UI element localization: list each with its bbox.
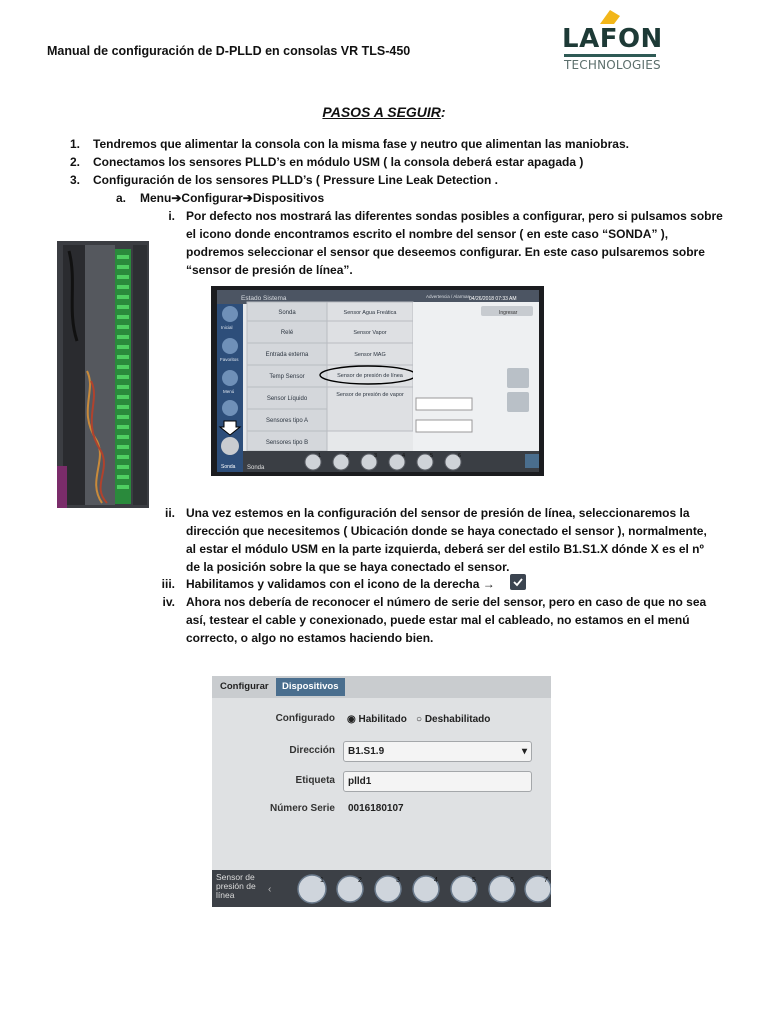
sidebar-bottom-label: Sonda — [221, 464, 236, 470]
instruction-text: Habilitamos y validamos con el icono de la derecha — [186, 577, 480, 591]
substep-numeral: ii. — [164, 506, 175, 520]
star-icon[interactable] — [222, 338, 238, 354]
substep-numeral: i. — [168, 209, 175, 223]
logo-subtitle: TECHNOLOGIES — [564, 58, 661, 72]
radio-deshabilitado-label: Deshabilitado — [424, 714, 491, 725]
probe-number: 2 — [358, 877, 362, 884]
probe-number: 3 — [374, 453, 378, 459]
direccion-select[interactable] — [343, 741, 532, 762]
instruction-line: al estar el módulo USM en la parte izquierda, deberá ser del estilo B1.S1.X dónde X es el nº — [186, 542, 704, 556]
instruction-line: correcto, o algo no estamos haciendo bien. — [186, 631, 434, 645]
etiqueta-label: Etiqueta — [295, 775, 335, 786]
probe-icons-row — [260, 870, 551, 907]
instruction-line: “sensor de presión de línea”. — [186, 263, 353, 277]
instruction-line: así, testear el cable y conexionado, puede estar mal el cableado, no estamos en el menú — [186, 613, 690, 627]
device-option[interactable]: Sonda — [278, 310, 296, 316]
radio-habilitado-label: Habilitado — [358, 714, 407, 725]
device-option[interactable]: Sensor Líquido — [266, 396, 308, 402]
probe-number: 4 — [434, 877, 438, 884]
device-option[interactable]: Relé — [280, 330, 294, 336]
probe-number: 7 — [544, 877, 548, 884]
sensor-option-selected[interactable]: Sensor de presión de línea — [337, 373, 403, 379]
device-option[interactable]: Temp Sensor — [269, 374, 305, 380]
logo-divider — [564, 54, 656, 57]
sidebar-label: Favoritos — [220, 357, 239, 362]
probe-number: 5 — [430, 453, 434, 459]
menu-path — [140, 189, 324, 207]
probe-number: 6 — [510, 877, 514, 884]
instruction-line: Por defecto nos mostrará las diferentes sondas posibles a configurar, pero si pulsamos sobre — [186, 209, 723, 223]
chevron-left-icon[interactable]: ‹ — [268, 884, 272, 895]
probe-number: 5 — [472, 877, 476, 884]
instruction-line — [186, 575, 495, 593]
step-number: 1. — [69, 137, 80, 151]
instruction-line: el icono donde encontramos escrito el nombre del sensor ( en este caso “SONDA” ), — [186, 227, 669, 241]
close-x-icon[interactable] — [525, 454, 539, 468]
sidebar-label: Menú — [223, 389, 235, 394]
probe-number: 2 — [346, 453, 350, 459]
device-option[interactable]: Sensores tipo A — [265, 418, 309, 424]
tab-dispositivos[interactable]: Dispositivos — [276, 678, 345, 696]
screen1-top-left: Estado Sistema — [241, 295, 287, 302]
lafon-logo — [560, 8, 663, 72]
dropdown-arrow-icon: ▾ — [521, 746, 527, 757]
arrow-right-icon: ➔ — [171, 191, 182, 205]
section-title-colon: : — [440, 104, 446, 120]
step-text: Conectamos los sensores PLLD’s en módulo USM ( la consola deberá estar apagada ) — [93, 155, 584, 169]
logo-word: LAFON — [562, 24, 663, 54]
probe-number: 4 — [402, 453, 406, 459]
bottom-sonda-label: Sonda — [247, 465, 265, 471]
step-number: 3. — [69, 173, 80, 187]
etiqueta-input[interactable]: plld1 — [343, 771, 532, 792]
tls450-device-menu — [211, 286, 544, 476]
sensor-option[interactable]: Sensor Agua Freática — [343, 310, 397, 316]
step-text: Configuración de los sensores PLLD’s ( Pressure Line Leak Detection . — [93, 173, 498, 187]
numero-serie-value: 0016180107 — [348, 803, 404, 814]
screenshot-device-selection — [211, 286, 544, 476]
sonda-icon[interactable] — [221, 437, 239, 455]
screen1-top-mid: Advertencia / Alarmas — [426, 294, 470, 299]
radio-empty-icon: ○ — [416, 714, 423, 725]
probe-number: 3 — [396, 877, 400, 884]
validate-check-icon — [510, 574, 526, 590]
step-text: Tendremos que alimentar la consola con la misma fase y neutro que alimentan las maniobras. — [93, 137, 629, 151]
direccion-value: B1.S1.9 — [348, 746, 385, 757]
sensor-option[interactable]: Sensor Vapor — [353, 330, 387, 336]
sensor-option[interactable]: Sensor MAG — [354, 352, 386, 358]
instruction-line: Una vez estemos en la configuración del sensor de presión de línea, seleccionaremos la — [186, 506, 690, 520]
direccion-label: Dirección — [289, 745, 335, 756]
instruction-line: Ahora nos debería de reconocer el número de serie del sensor, pero en caso de que no sea — [186, 595, 707, 609]
usm-module-graphic — [57, 241, 149, 508]
section-title — [0, 104, 768, 120]
menu-path-configurar: Configurar — [181, 191, 243, 205]
menu-path-dispositivos: Dispositivos — [252, 191, 325, 205]
radio-selected-icon: ◉ — [347, 714, 356, 725]
arrow-right-icon: ➔ — [242, 191, 253, 205]
instruction-line: podremos seleccionar el sensor que deseemos configurar. En este caso pulsaremos sobre — [186, 245, 705, 259]
document-title: Manual de configuración de D-PLLD en consolas VR TLS-450 — [47, 44, 411, 58]
substep-numeral: iv. — [162, 595, 175, 609]
tab-configurar[interactable]: Configurar — [220, 681, 269, 692]
probe-number: 1 — [318, 453, 322, 459]
probe-number: 6 — [458, 453, 462, 459]
check-icon[interactable] — [507, 368, 529, 388]
substep-letter: a. — [115, 191, 126, 205]
numero-serie-label: Número Serie — [269, 803, 335, 814]
close-icon[interactable] — [507, 392, 529, 412]
device-option[interactable]: Entrada externa — [265, 352, 309, 358]
configurado-label: Configurado — [275, 713, 335, 724]
instruction-line: de la posición sobre la que se haya conectado el sensor. — [186, 560, 510, 574]
arrow-right-icon: → — [482, 577, 495, 591]
substep-numeral: iii. — [161, 577, 175, 591]
sidebar-label: Inicial — [221, 325, 233, 330]
screen1-date: 04/26/2018 07:33 AM — [469, 296, 517, 302]
radio-habilitado[interactable] — [347, 714, 407, 725]
screenshot-sensor-config — [212, 676, 551, 907]
home-icon[interactable] — [222, 306, 238, 322]
usm-module-photo — [57, 241, 149, 508]
instruction-line: dirección que necesitemos ( Ubicación donde se haya conectado el sensor ), normalmente, — [186, 524, 707, 538]
section-title-text: PASOS A SEGUIR — [322, 104, 441, 120]
list-icon[interactable] — [222, 400, 238, 416]
login-button[interactable]: Ingresar — [499, 310, 518, 316]
menu-path-menu: Menu — [140, 191, 172, 205]
sensor-option[interactable]: Sensor de presión de vapor — [336, 392, 404, 398]
bottom-sensor-label: Sensor de presión de línea — [216, 872, 256, 900]
menu-icon[interactable] — [222, 370, 238, 386]
probe-number: 1 — [320, 877, 324, 884]
step-number: 2. — [69, 155, 80, 169]
device-option[interactable]: Sensores tipo B — [265, 440, 309, 446]
radio-deshabilitado[interactable] — [416, 714, 490, 725]
